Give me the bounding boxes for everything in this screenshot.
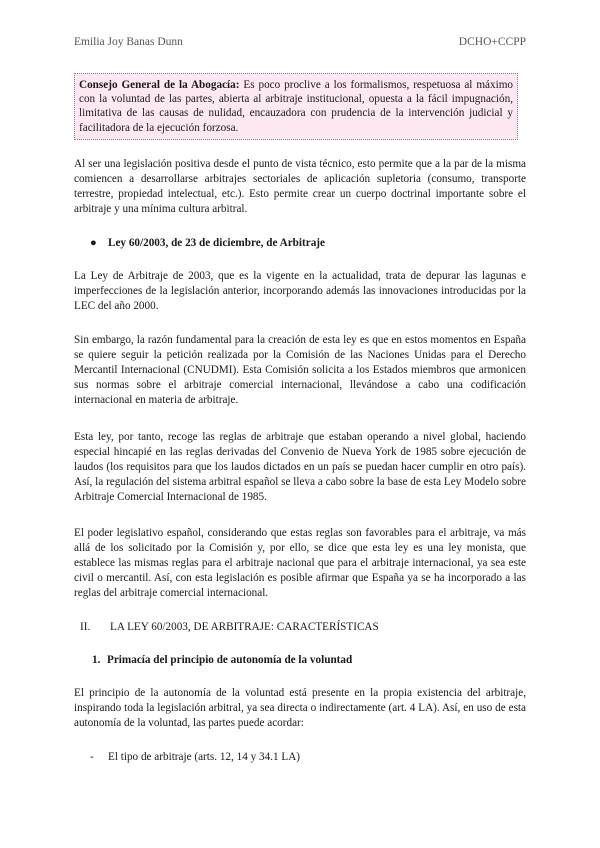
paragraph-3: Sin embargo, la razón fundamental para la creación de esta ley es que en estos momentos en España se quiere seguir la petición realizada por la Comisión de las Naciones Unidas para el Derecho Mercantil Internacional (CNUDMI). Esta Comisión solicita a los Estados miembros que armonicen sus normas sobre el arbitraje comercial internacional, llevándose a cabo una codificación internacional en materia de arbitraje. <box>74 334 526 406</box>
callout-label: Consejo General de la Abogacía: <box>79 79 240 91</box>
bullet-heading <box>90 237 325 249</box>
bullet-heading-text: Ley 60/2003, de 23 de diciembre, de Arbitraje <box>108 237 325 249</box>
list-item-text: El tipo de arbitraje (arts. 12, 14 y 34.1 LA) <box>108 751 301 763</box>
callout-box <box>74 73 518 140</box>
paragraph-1: Al ser una legislación positiva desde el punto de vista técnico, esto permite que a la par de la misma comiencen a desarrollarse arbitrajes sectoriales de aplicación supletoria (consumo, transporte terrestre, propiedad intelectual, etc.). Esto permite crear un cuerpo doctrinal importante sobre el arbitraje y una mínima cultura arbitral. <box>74 158 526 215</box>
bullet-icon: ● <box>90 237 97 249</box>
subsection-number: 1. <box>92 654 101 666</box>
callout-text: Es poco proclive a los formalismos, respetuosa al máximo con la voluntad de las partes, abierta al arbitraje institucional, opuesta a la fácil impugnación, limitativa de las causas de nulidad, encauzadora con prudencia de la intervención judicial y facilitadora de la ejecución forzosa. <box>79 79 513 134</box>
section-heading <box>80 621 379 633</box>
subsection-heading <box>92 654 352 666</box>
dash-marker: - <box>90 751 94 763</box>
header-author: Emilia Joy Banas Dunn <box>74 36 183 48</box>
paragraph-5: El poder legislativo español, considerando que estas reglas son favorables para el arbitraje, va más allá de los solicitado por la Comisión y, por ello, se dice que esta ley es una ley monista, que establece las mismas reglas para el arbitraje nacional que para el arbitraje internacional, ya sea este civil o mercantil. Así, con esta legislación es posible afirmar que España ya se ha incorporado a las reglas del arbitraje comercial internacional. <box>74 527 526 599</box>
section-title: LA LEY 60/2003, DE ARBITRAJE: CARACTERÍSTICAS <box>110 621 379 633</box>
header-course: DCHO+CCPP <box>458 36 526 48</box>
section-number: II. <box>80 621 91 633</box>
paragraph-2: La Ley de Arbitraje de 2003, que es la vigente en la actualidad, trata de depurar las lagunas e imperfecciones de la legislación anterior, incorporando además las innovaciones introducidas por la LEC del año 2000. <box>74 270 526 312</box>
paragraph-6: El principio de la autonomía de la voluntad está presente en la propia existencia del arbitraje, inspirando toda la legislación arbitral, ya sea directa o indirectamente (art. 4 LA). Así, en uso de esta autonomía de la voluntad, las partes puede acordar: <box>74 687 526 729</box>
list-item <box>90 751 300 763</box>
subsection-title: Primacía del principio de autonomía de la voluntad <box>107 654 353 666</box>
paragraph-4: Esta ley, por tanto, recoge las reglas de arbitraje que estaban operando a nivel global, haciendo especial hincapié en las reglas derivadas del Convenio de Nueva York de 1985 sobre ejecución de laudos (los requisitos para que los laudos dictados en un país se puedan hacer cumplir en otro país). Así, la regulación del sistema arbitral español se lleva a cabo sobre la base de esta Ley Modelo sobre Arbitraje Comercial Internacional de 1985. <box>74 431 526 503</box>
